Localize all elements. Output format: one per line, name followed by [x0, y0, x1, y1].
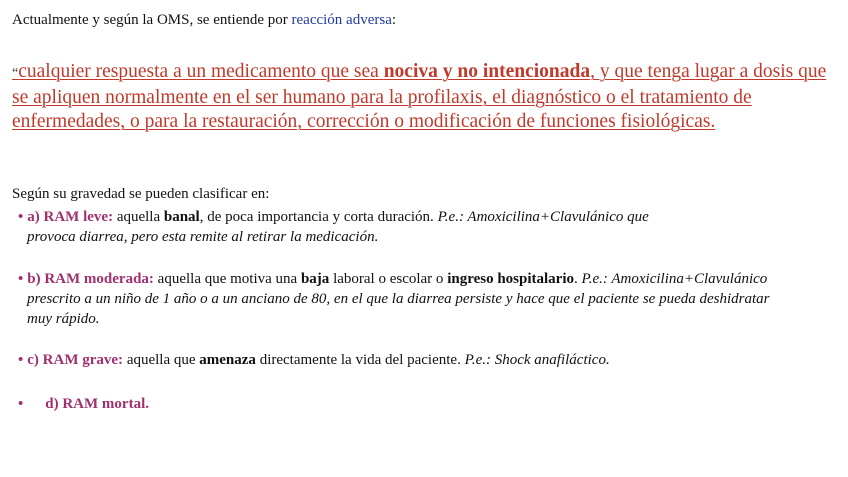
- ram-moderada-bold-1: baja: [300, 271, 330, 287]
- ram-moderada-text-3: .: [574, 271, 582, 287]
- intro-line: [12, 12, 396, 29]
- ram-moderada-text-2: laboral o escolar o: [329, 271, 448, 287]
- open-quote-mark: “: [12, 66, 19, 81]
- intro-colon: :: [391, 12, 397, 28]
- list-item-ram-grave: [18, 350, 838, 370]
- ram-moderada-example-3: muy rápido.: [27, 311, 100, 327]
- ram-moderada-text-1: aquella que motiva una: [153, 271, 301, 287]
- ram-moderada-example-2: prescrito a un niño de 1 año o a un anciano de 80, en el que la diarrea persiste y hace que el paciente se pueda deshidratar: [27, 291, 770, 307]
- definition-part-2: , y que tenga lugar a dosis que se apliquen normalmente en el ser humano para la profilaxis, el diagnóstico o el tratamiento de enfermedades, o para la restauración, corrección o modificación de funciones fisiológicas.: [12, 61, 827, 132]
- ram-grave-example: P.e.: Shock anafiláctico.: [464, 352, 610, 368]
- ram-moderada-label: b) RAM moderada:: [27, 271, 154, 287]
- list-item-ram-leve: [18, 207, 838, 247]
- ram-leve-example-2: provoca diarrea, pero esta remite al retirar la medicación.: [27, 229, 379, 245]
- ram-grave-bold: amenaza: [199, 352, 256, 368]
- intro-text: Actualmente y según la OMS, se entiende por: [12, 12, 292, 28]
- bullet-icon: •: [18, 352, 24, 368]
- ram-leve-text-1: aquella: [113, 209, 164, 225]
- ram-leve-text-2: , de poca importancia y corta duración.: [199, 209, 438, 225]
- definition-part-1: cualquier respuesta a un medicamento que sea: [18, 61, 384, 82]
- ram-grave-label: c) RAM grave:: [27, 352, 124, 368]
- ram-leve-bold: banal: [163, 209, 200, 225]
- adverse-reaction-term: reacción adversa: [291, 12, 392, 28]
- bullet-icon: •: [18, 271, 24, 287]
- ram-moderada-bold-2: ingreso hospitalario: [447, 271, 575, 287]
- ram-leve-label: a) RAM leve:: [27, 209, 114, 225]
- ram-mortal-label: d) RAM mortal.: [45, 396, 149, 412]
- definition-bold: nociva y no intencionada: [383, 61, 591, 82]
- ram-grave-text-2: directamente la vida del paciente.: [255, 352, 465, 368]
- bullet-icon: •: [18, 396, 24, 412]
- bullet-icon: •: [18, 209, 24, 225]
- ram-leve-example-1: P.e.: Amoxicilina+Clavulánico que: [437, 209, 649, 225]
- who-definition-quote: [12, 60, 832, 134]
- ram-moderada-example-1: P.e.: Amoxicilina+Clavulánico: [581, 271, 768, 287]
- ram-grave-text-1: aquella que: [123, 352, 200, 368]
- list-item-ram-mortal: [18, 394, 838, 414]
- classification-heading: Según su gravedad se pueden clasificar en:: [12, 186, 270, 202]
- list-item-ram-moderada: [18, 269, 838, 329]
